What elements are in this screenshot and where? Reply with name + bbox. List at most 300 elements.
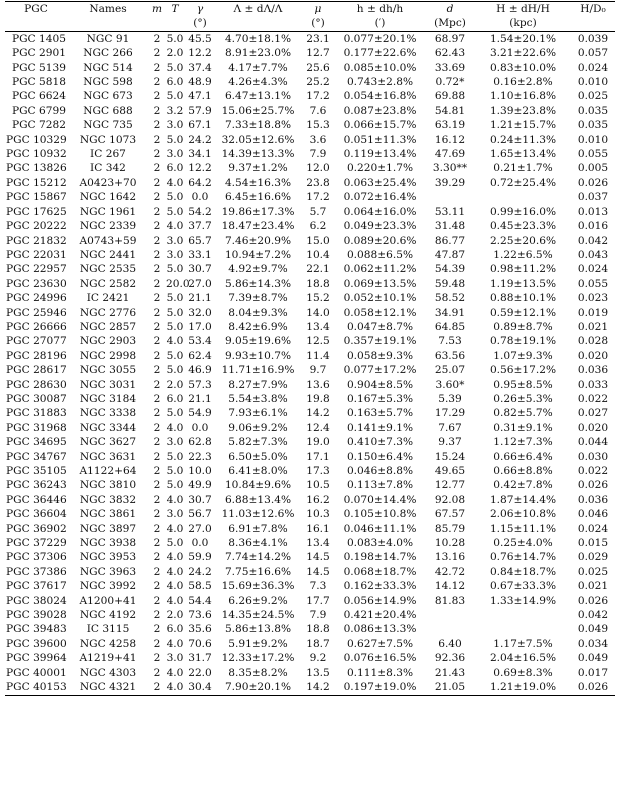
cell-gamma: 10.0 (188, 465, 212, 477)
unit-t (165, 16, 185, 31)
unit-m (149, 16, 165, 31)
cell-gamma: 0.0 (191, 537, 209, 550)
cell-h-over-d0: 0.013 (577, 205, 609, 218)
cell-pgc: PGC 37617 (6, 580, 67, 593)
cell-t: 4.0 (166, 335, 184, 348)
cell-h: 0.046±8.8% (346, 465, 414, 477)
cell-t: 5.0 (166, 90, 184, 103)
cell-t: 20.0 (166, 277, 190, 290)
cell-m: 2 (153, 364, 161, 377)
cell-bigh: 0.72±25.4% (489, 176, 557, 189)
cell-lambda: 4.70±18.1% (224, 32, 292, 45)
cell-lambda: 8.04±9.3% (228, 306, 288, 319)
cell-mu: 5.7 (309, 205, 327, 218)
cell-d: 13.16 (434, 551, 466, 564)
cell-lambda: 4.26±4.3% (228, 76, 288, 89)
cell-lambda: 7.74±14.2% (224, 551, 292, 564)
cell-names: NGC 598 (83, 76, 133, 89)
cell-pgc: PGC 5139 (11, 61, 66, 74)
cell-d: 63.56 (434, 349, 466, 362)
cell-d: 21.05 (425, 680, 475, 695)
cell-t: 4.0 (166, 176, 184, 189)
table-row (5, 406, 615, 420)
table-row (5, 190, 615, 204)
cell-mu: 17.2 (306, 191, 330, 204)
cell-bigh: 1.21±19.0% (475, 680, 571, 695)
cell-lambda: 4.92±9.7% (228, 263, 288, 276)
cell-bigh: 0.59±12.1% (489, 306, 557, 319)
cell-bigh: 0.67±33.3% (489, 580, 557, 593)
cell-d: 47.87 (434, 248, 466, 261)
cell-bigh: 1.65±13.4% (489, 148, 557, 161)
cell-h: 0.054±16.8% (343, 90, 417, 103)
cell-names: NGC 2903 (79, 335, 137, 348)
cell-h-over-d0: 0.039 (577, 32, 609, 45)
cell-names: NGC 1642 (79, 191, 137, 204)
cell-names: NGC 688 (83, 104, 133, 117)
cell-h: 0.064±16.0% (343, 205, 417, 218)
cell-gamma: 30.7 (188, 263, 212, 276)
cell-mu: 13.5 (306, 666, 330, 679)
cell-t: 5.0 (166, 364, 184, 377)
table-row (5, 75, 615, 89)
cell-h: 0.063±25.4% (343, 176, 417, 189)
cell-h: 0.163±5.7% (346, 407, 414, 420)
cell-m: 2 (153, 407, 161, 420)
cell-d: 10.28 (434, 537, 466, 550)
cell-bigh: 1.54±20.1% (489, 32, 557, 45)
cell-h-over-d0: 0.015 (577, 537, 609, 550)
cell-pgc: PGC 34767 (6, 450, 67, 463)
cell-pgc: PGC 30087 (6, 392, 67, 405)
cell-m: 2 (153, 162, 161, 175)
cell-d: 85.79 (434, 522, 466, 535)
cell-lambda: 8.42±6.9% (228, 320, 288, 333)
cell-h: 0.062±11.2% (343, 263, 417, 276)
cell-d: 14.12 (434, 580, 466, 593)
table-row (5, 392, 615, 406)
header-row-labels (5, 2, 615, 17)
cell-t: 3.0 (166, 248, 184, 261)
cell-h: 0.904±8.5% (346, 378, 414, 391)
cell-names: NGC 3344 (79, 421, 137, 434)
cell-d: 86.77 (434, 234, 466, 247)
cell-m: 2 (153, 623, 161, 636)
cell-bigh: 1.33±14.9% (489, 594, 557, 607)
cell-pgc: PGC 36902 (6, 522, 67, 535)
cell-names: IC 267 (90, 148, 126, 161)
cell-mu: 14.2 (301, 680, 335, 695)
cell-mu: 10.3 (306, 508, 330, 521)
cell-t: 5.0 (166, 32, 184, 45)
cell-gamma: 49.9 (188, 479, 212, 492)
cell-names: NGC 3953 (79, 551, 137, 564)
cell-lambda: 9.05±19.6% (224, 335, 292, 348)
cell-gamma: 31.7 (188, 652, 212, 665)
cell-m: 2 (153, 421, 161, 434)
cell-mu: 17.2 (306, 90, 330, 103)
cell-lambda: 7.75±16.6% (224, 565, 292, 578)
cell-mu: 10.4 (306, 248, 330, 261)
header-t: T (165, 2, 185, 17)
cell-m: 2 (153, 119, 161, 132)
cell-mu: 3.6 (309, 133, 327, 146)
cell-lambda: 11.71±16.9% (221, 364, 295, 377)
cell-mu: 18.7 (306, 637, 330, 650)
cell-gamma: 53.4 (188, 335, 212, 348)
cell-h-over-d0: 0.027 (577, 407, 609, 420)
cell-gamma: 37.7 (188, 220, 212, 233)
cell-bigh: 0.26±5.3% (493, 392, 553, 405)
cell-d: 63.19 (434, 119, 466, 132)
cell-pgc: PGC 28617 (6, 364, 67, 377)
cell-h-over-d0: 0.005 (577, 162, 609, 175)
cell-d: 39.29 (434, 176, 466, 189)
cell-d: 68.97 (434, 32, 466, 45)
cell-bigh (475, 190, 571, 204)
cell-d: 54.39 (434, 263, 466, 276)
table-row (5, 234, 615, 248)
cell-h-over-d0: 0.017 (577, 666, 609, 679)
cell-gamma: 54.4 (188, 594, 212, 607)
cell-t: 5.0 (166, 61, 184, 74)
cell-m: 2 (153, 205, 161, 218)
cell-h-over-d0: 0.025 (577, 90, 609, 103)
cell-t: 2.0 (166, 47, 184, 60)
cell-d: 33.69 (434, 61, 466, 74)
cell-pgc: PGC 1405 (11, 32, 66, 45)
cell-h: 0.105±10.8% (343, 508, 417, 521)
table-row (5, 205, 615, 219)
cell-d: 62.43 (434, 47, 466, 60)
cell-pgc: PGC 13826 (6, 162, 67, 175)
cell-h: 0.051±11.3% (343, 133, 417, 146)
header-mu: μ (301, 2, 335, 17)
cell-h: 0.069±13.5% (343, 277, 417, 290)
cell-h: 0.111±8.3% (346, 666, 414, 679)
cell-pgc: PGC 21832 (6, 234, 67, 247)
cell-bigh: 1.17±7.5% (493, 637, 553, 650)
cell-gamma: 30.4 (185, 680, 215, 695)
cell-h-over-d0: 0.023 (577, 292, 609, 305)
cell-mu: 14.5 (306, 551, 330, 564)
cell-mu: 7.6 (309, 104, 327, 117)
cell-bigh: 1.87±14.4% (489, 493, 557, 506)
table-body (5, 31, 615, 695)
cell-d: 3.60* (435, 378, 465, 391)
cell-d: 49.65 (434, 465, 466, 477)
cell-m: 2 (153, 32, 161, 45)
cell-t: 4.0 (166, 637, 184, 650)
cell-h: 0.056±14.9% (343, 594, 417, 607)
cell-mu: 9.2 (309, 652, 327, 665)
table-row (5, 31, 615, 46)
cell-lambda: 15.06±25.7% (221, 104, 295, 117)
cell-mu: 19.0 (306, 436, 330, 449)
cell-h-over-d0: 0.026 (577, 176, 609, 189)
cell-lambda: 10.84±9.6% (224, 479, 292, 492)
cell-h-over-d0: 0.019 (577, 306, 609, 319)
cell-m: 2 (153, 248, 161, 261)
table-row (5, 507, 615, 521)
cell-m: 2 (149, 680, 165, 695)
cell-bigh: 0.16±2.8% (493, 76, 553, 89)
cell-h: 0.052±10.1% (343, 292, 417, 305)
cell-lambda: 6.41±8.0% (228, 465, 288, 477)
cell-mu: 7.9 (309, 609, 327, 622)
cell-mu: 12.7 (306, 47, 330, 60)
cell-bigh: 0.56±17.2% (489, 364, 557, 377)
cell-lambda: 19.86±17.3% (221, 205, 295, 218)
cell-h-over-d0: 0.026 (571, 680, 615, 695)
cell-gamma: 0.0 (191, 191, 209, 204)
cell-m: 2 (153, 306, 161, 319)
cell-lambda: 8.35±8.2% (228, 666, 288, 679)
cell-t: 5.0 (166, 205, 184, 218)
cell-h: 0.076±16.5% (343, 652, 417, 665)
cell-gamma: 21.1 (188, 392, 212, 405)
cell-lambda: 7.93±6.1% (228, 407, 288, 420)
cell-gamma: 17.0 (188, 320, 212, 333)
table-row (5, 378, 615, 392)
cell-pgc: PGC 31968 (6, 421, 67, 434)
cell-h: 0.049±23.3% (343, 220, 417, 233)
cell-bigh: 1.12±7.3% (493, 436, 553, 449)
cell-h-over-d0: 0.016 (577, 220, 609, 233)
cell-h: 0.085±10.0% (343, 61, 417, 74)
cell-mu: 13.6 (306, 378, 330, 391)
cell-bigh: 0.31±9.1% (493, 421, 553, 434)
cell-gamma: 67.1 (188, 119, 212, 132)
cell-t: 5.0 (166, 292, 184, 305)
cell-h-over-d0: 0.035 (577, 104, 609, 117)
table-row (5, 133, 615, 147)
cell-names: NGC 673 (83, 90, 133, 103)
cell-bigh (475, 608, 571, 622)
cell-pgc: PGC 36604 (6, 508, 67, 521)
cell-names: NGC 3627 (79, 436, 137, 449)
cell-names: A1200+41 (79, 594, 137, 607)
cell-h: 0.086±13.3% (343, 623, 417, 636)
cell-t: 4.0 (166, 551, 184, 564)
cell-pgc: PGC 15212 (6, 176, 67, 189)
table-row (5, 464, 615, 478)
cell-gamma: 21.1 (188, 292, 212, 305)
cell-h-over-d0: 0.049 (577, 652, 609, 665)
header-names: Names (67, 2, 149, 17)
cell-mu: 12.4 (306, 421, 330, 434)
cell-names: NGC 3861 (79, 508, 137, 521)
cell-mu: 15.3 (306, 119, 330, 132)
cell-t: 3.0 (166, 436, 184, 449)
cell-m: 2 (153, 335, 161, 348)
cell-bigh: 0.66±6.4% (493, 450, 553, 463)
table-row (5, 320, 615, 334)
cell-gamma: 0.0 (191, 421, 209, 434)
cell-gamma: 57.3 (188, 378, 212, 391)
cell-t: 3.0 (166, 119, 184, 132)
cell-mu: 18.8 (306, 277, 330, 290)
table-row (5, 248, 615, 262)
table-row (5, 118, 615, 132)
cell-mu: 23.8 (306, 176, 330, 189)
cell-h: 0.088±6.5% (346, 248, 414, 261)
cell-pgc: PGC 34695 (6, 436, 67, 449)
cell-gamma: 70.6 (188, 637, 212, 650)
cell-lambda: 6.26±9.2% (228, 594, 288, 607)
cell-pgc: PGC 6799 (11, 104, 66, 117)
cell-m: 2 (153, 61, 161, 74)
cell-lambda: 9.06±9.2% (228, 421, 288, 434)
cell-t: 5.0 (166, 133, 184, 146)
cell-h-over-d0: 0.036 (577, 493, 609, 506)
cell-lambda: 12.33±17.2% (221, 652, 295, 665)
cell-h: 0.220±1.7% (346, 162, 414, 175)
unit-bigh: (kpc) (475, 16, 571, 31)
cell-bigh: 2.06±10.8% (489, 508, 557, 521)
cell-mu: 6.2 (309, 220, 327, 233)
cell-lambda: 10.94±7.2% (224, 248, 292, 261)
cell-h-over-d0: 0.043 (577, 248, 609, 261)
cell-gamma: 47.1 (188, 90, 212, 103)
cell-lambda: 8.91±23.0% (224, 47, 292, 60)
cell-bigh: 0.99±16.0% (489, 205, 557, 218)
cell-h: 0.047±8.7% (346, 320, 414, 333)
cell-lambda: 6.88±13.4% (224, 493, 292, 506)
cell-names: A1219+41 (79, 652, 137, 665)
cell-bigh: 0.98±11.2% (489, 263, 557, 276)
unit-h-over-d0 (571, 16, 615, 31)
cell-bigh: 0.84±18.7% (489, 565, 557, 578)
cell-bigh: 3.21±22.6% (489, 47, 557, 60)
cell-bigh: 1.10±16.8% (489, 90, 557, 103)
cell-h: 0.058±9.3% (346, 349, 414, 362)
cell-h: 0.070±14.4% (343, 493, 417, 506)
cell-m: 2 (153, 493, 161, 506)
cell-lambda: 7.39±8.7% (228, 292, 288, 305)
cell-lambda: 6.47±13.1% (224, 90, 292, 103)
cell-m: 2 (153, 148, 161, 161)
cell-lambda: 15.69±36.3% (221, 580, 295, 593)
cell-h-over-d0: 0.024 (577, 263, 609, 276)
cell-pgc: PGC 5818 (11, 76, 66, 89)
cell-h-over-d0: 0.022 (577, 392, 609, 405)
cell-pgc: PGC 24996 (6, 292, 67, 305)
cell-m: 2 (153, 263, 161, 276)
table-row (5, 89, 615, 103)
cell-pgc: PGC 37306 (6, 551, 67, 564)
cell-h: 0.072±16.4% (343, 191, 417, 204)
cell-pgc: PGC 6624 (11, 90, 66, 103)
cell-mu: 18.8 (306, 623, 330, 636)
cell-h: 0.410±7.3% (346, 436, 414, 449)
cell-d: 7.67 (438, 421, 462, 434)
cell-d: 7.53 (438, 335, 462, 348)
cell-names: IC 342 (90, 162, 126, 175)
cell-t: 6.0 (166, 162, 184, 175)
cell-t: 5.0 (166, 465, 184, 477)
cell-gamma: 24.2 (188, 133, 212, 146)
cell-gamma: 64.2 (188, 176, 212, 189)
cell-bigh: 1.22±6.5% (493, 248, 553, 261)
cell-h: 0.087±23.8% (343, 104, 417, 117)
cell-h: 0.162±33.3% (343, 580, 417, 593)
cell-pgc: PGC 39483 (6, 623, 67, 636)
cell-m: 2 (153, 652, 161, 665)
cell-names: NGC 2582 (79, 277, 137, 290)
cell-bigh (475, 622, 571, 636)
cell-bigh: 0.88±10.1% (489, 292, 557, 305)
cell-bigh: 1.39±23.8% (489, 104, 557, 117)
cell-t: 2.0 (166, 609, 184, 622)
cell-h: 0.198±14.7% (343, 551, 417, 564)
cell-pgc: PGC 35105 (6, 465, 67, 477)
cell-pgc: PGC 27077 (6, 335, 67, 348)
cell-t: 4.0 (166, 681, 184, 694)
cell-names: NGC 3338 (79, 407, 137, 420)
table-row (5, 450, 615, 464)
cell-bigh: 0.45±23.3% (489, 220, 557, 233)
table-row (5, 262, 615, 276)
table-row (5, 651, 615, 665)
cell-m: 2 (153, 90, 161, 103)
table-row (5, 421, 615, 435)
cell-t: 6.0 (166, 623, 184, 636)
table-row (5, 349, 615, 363)
cell-names: NGC 3963 (79, 565, 137, 578)
cell-lambda: 4.17±7.7% (228, 61, 288, 74)
cell-m: 2 (153, 378, 161, 391)
cell-h-over-d0: 0.026 (577, 594, 609, 607)
cell-lambda: 14.39±13.3% (221, 148, 295, 161)
cell-d: 34.91 (434, 306, 466, 319)
cell-names: NGC 735 (83, 119, 133, 132)
cell-bigh: 0.21±1.7% (493, 162, 553, 175)
cell-h: 0.089±20.6% (343, 234, 417, 247)
cell-d (425, 622, 475, 636)
cell-names: A0423+70 (79, 176, 137, 189)
cell-pgc: PGC 40153 (6, 681, 67, 694)
cell-t: 5.0 (166, 349, 184, 362)
cell-mu: 17.7 (306, 594, 330, 607)
cell-d: 58.52 (434, 292, 466, 305)
cell-pgc: PGC 40001 (6, 666, 67, 679)
cell-mu: 15.0 (306, 234, 330, 247)
cell-mu: 10.5 (306, 479, 330, 492)
cell-gamma: 48.9 (188, 76, 212, 89)
cell-d: 5.39 (438, 392, 462, 405)
cell-h-over-d0: 0.034 (577, 637, 609, 650)
cell-h: 0.141±9.1% (346, 421, 414, 434)
cell-names: NGC 91 (86, 32, 130, 45)
cell-h: 0.046±11.1% (343, 522, 417, 535)
cell-t: 3.0 (166, 234, 184, 247)
table-row (5, 161, 615, 175)
cell-h: 0.150±6.4% (346, 450, 414, 463)
cell-d: 92.08 (434, 493, 466, 506)
cell-d: 54.81 (434, 104, 466, 117)
cell-lambda: 8.36±4.1% (228, 537, 288, 550)
cell-names: IC 2421 (86, 292, 130, 305)
table-row (5, 478, 615, 492)
cell-bigh: 2.25±20.6% (489, 234, 557, 247)
table-row (5, 363, 615, 377)
cell-m: 2 (153, 277, 161, 290)
cell-names: NGC 1073 (79, 133, 137, 146)
cell-bigh: 0.78±19.1% (489, 335, 557, 348)
cell-h-over-d0: 0.030 (577, 450, 609, 463)
cell-t: 4.0 (166, 666, 184, 679)
